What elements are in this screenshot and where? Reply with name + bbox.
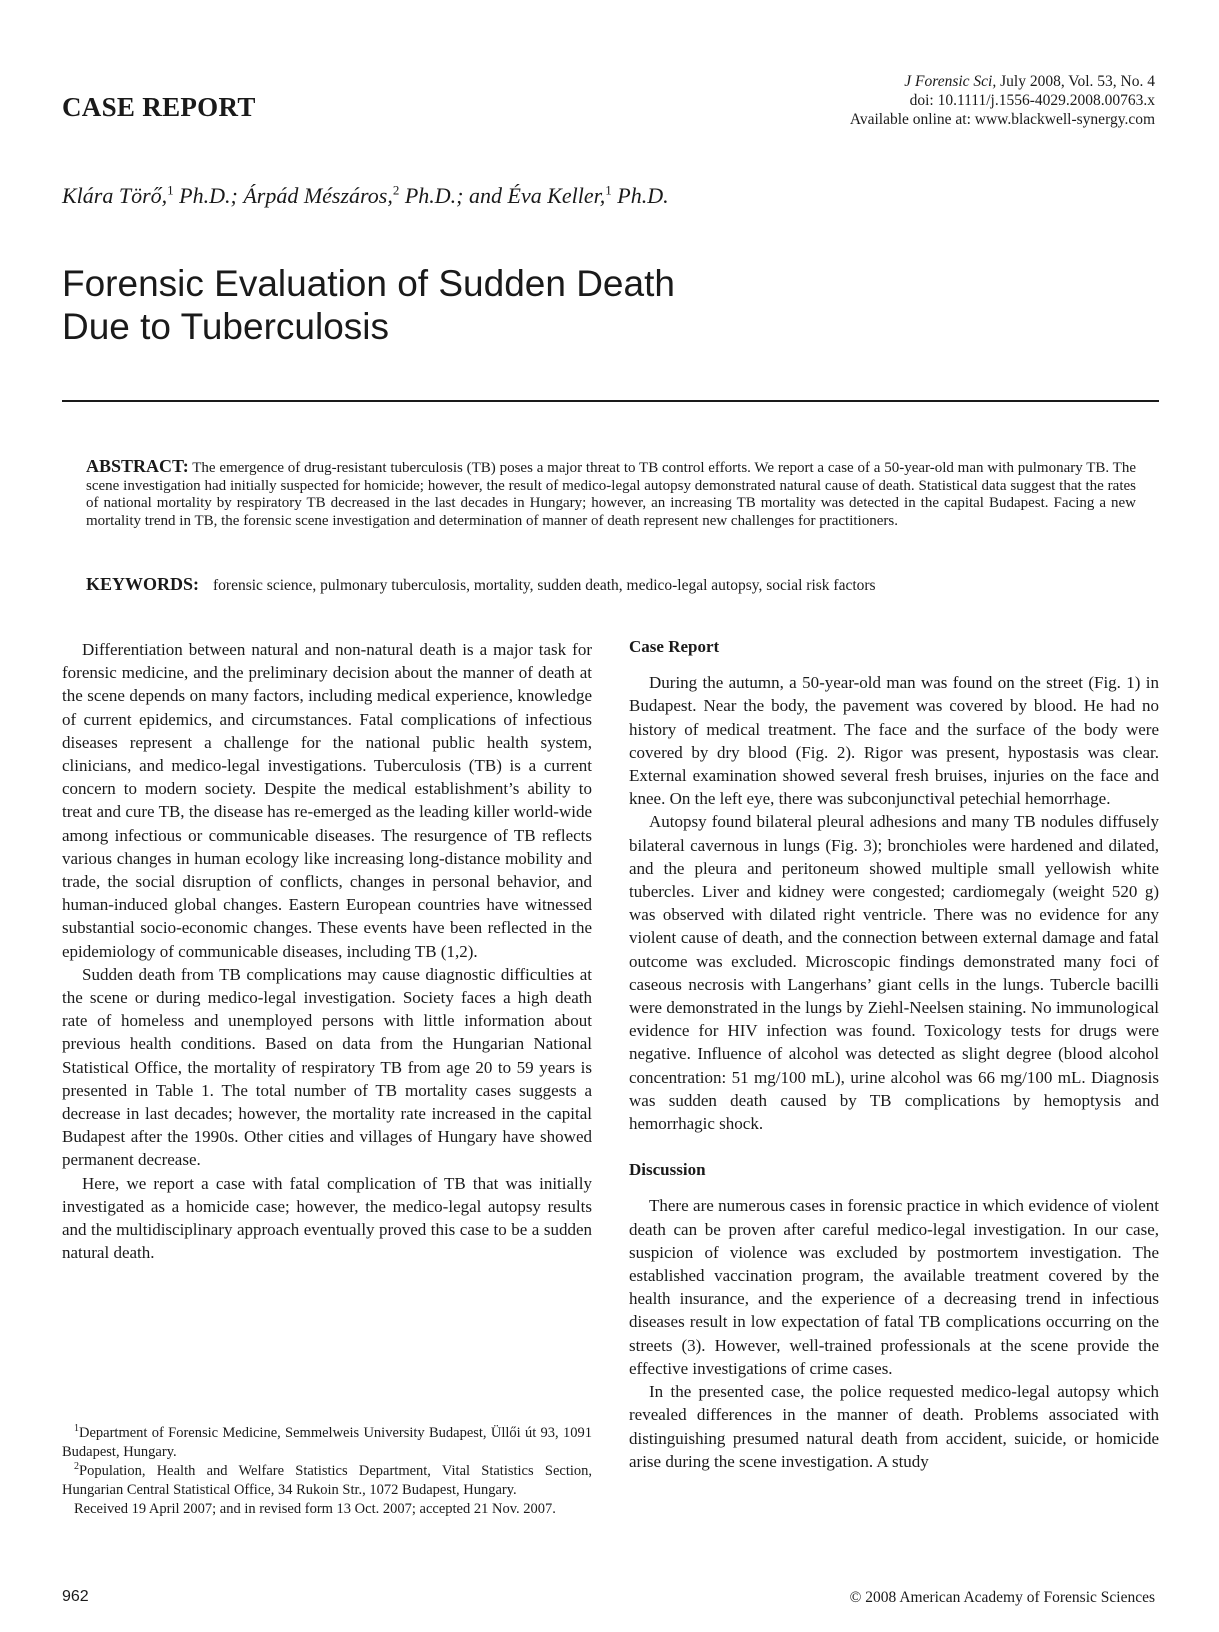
abstract [86,458,1136,530]
author-name: Árpád Mészáros, [243,183,393,208]
doi: doi: 10.1111/j.1556-4029.2008.00763.x [909,92,1155,109]
section-heading-case-report: Case Report [629,637,720,656]
footnote [62,1462,592,1500]
keywords [86,574,1136,595]
section-label: CASE REPORT [62,92,256,122]
body-paragraph: Differentiation between natural and non-natural death is a major task for forensic medicine, and the preliminary decision about the manner of death at the scene depends on many factors, including medical experience, knowledge of current epidemics, and circumstances. Fatal complications of infectious diseases represent a challenge for the national public health system, clinicians, and medico-legal investigations. Tuberculosis (TB) is a current concern to modern society. Despite the medical establishment’s ability to treat and cure TB, the disease has re-emerged as the leading killer world-wide among infectious or communicable diseases. The resurgence of TB reflects various changes in human ecology like increasing long-distance mobility and trade, the social disruption of conflicts, changes in personal behavior, and human-induced global changes. Eastern European countries have witnessed substantial socio-economic changes. These events have been reflected in the epidemiology of communicable diseases, including TB (1,2). [62,640,592,961]
page-number: 962 [62,1588,89,1605]
keywords-text: forensic science, pulmonary tuberculosis, mortality, sudden death, medico-legal autopsy, social risk factors [213,577,876,594]
abstract-label: ABSTRACT: [86,456,189,476]
body-paragraph: In the presented case, the police requested medico-legal autopsy which revealed differences in the manner of death. Problems associated with distinguishing presumed natural death from accident, suicide, or homicide arise during the scene investigation. A study [629,1382,1159,1471]
body-paragraph: Here, we report a case with fatal complication of TB that was initially investigated as a homicide case; however, the medico-legal autopsy results and the multidisciplinary approach eventually proved this case to be a sudden natural death. [62,1173,592,1263]
footnote-text: Department of Forensic Medicine, Semmelweis University Budapest, Üllői út 93, 1091 Budapest, Hungary. [62,1425,592,1460]
left-column [62,638,592,1264]
author-name: Klára Törő, [62,183,168,208]
section-heading-discussion: Discussion [629,1160,706,1180]
affiliation-marker: 1 [605,182,612,198]
right-column [629,635,1159,1473]
footnote-text: Population, Health and Welfare Statistics Department, Vital Statistics Section, Hungarian Central Statistical Office, 34 Rukoin Str., 1072 Budapest, Hungary. [62,1463,592,1498]
author-degree: Ph.D.; and [399,183,508,208]
footnote-marker: 1 [74,1423,79,1435]
journal-issue: July 2008, Vol. 53, No. 4 [996,73,1155,90]
body-paragraph: During the autumn, a 50-year-old man was found on the street (Fig. 1) in Budapest. Near the body, the pavement was covered by blood. He had no history of medical treatment. The face and the surface of the body were covered by dry blood (Fig. 2). Rigor was present, hypostasis was clear. External examination showed several fresh bruises, injuries on the face and knee. On the left eye, there was subconjunctival petechial hemorrhage. [629,673,1159,809]
author-degree: Ph.D. [611,183,669,208]
footnote-marker: 2 [74,1461,79,1473]
affiliation-marker: 2 [392,182,400,198]
journal-line [850,72,1155,91]
title-divider [62,400,1159,402]
body-paragraph: There are numerous cases in forensic practice in which evidence of violent death can be proven after careful medico-legal investigation. In our case, suspicion of violence was excluded by postmortem investigation. The established vaccination program, the available treatment covered by the health insurance, and the experience of a decreasing trend in infectious diseases result in low expectation of fatal TB complications occurring on the streets (3). However, well-trained professionals at the scene provide the effective investigations of crime cases. [629,1196,1159,1378]
journal-citation [850,72,1155,129]
body-paragraph: Sudden death from TB complications may cause diagnostic difficulties at the scene or during medico-legal investigation. Society faces a high death rate of homeless and unemployed persons with little information about previous health conditions. Based on data from the Hungarian National Statistical Office, the mortality of respiratory TB from age 20 to 59 years is presented in Table 1. The total number of TB mortality cases suggests a decrease in last decades; however, the mortality rate increased in the capital Budapest after the 1990s. Other cities and villages of Hungary have showed permanent decrease. [62,964,592,1170]
author-list [62,183,669,209]
affiliation-marker: 1 [167,182,174,198]
author-name: Éva Keller, [507,183,606,208]
copyright: © 2008 American Academy of Forensic Sciences [849,1589,1155,1606]
footnote [62,1424,592,1462]
keywords-label: KEYWORDS: [86,574,200,594]
body-paragraph: Autopsy found bilateral pleural adhesions and many TB nodules diffusely bilateral cavernous in lungs (Fig. 3); bronchioles were hardened and dilated, and the pleura and peritoneum showed multiple small yellowish white tubercles. Liver and kidney were congested; cardiomegaly (weight 520 g) was observed with dilated right ventricle. There was no evidence for any violent cause of death, and the connection between external damage and fatal outcome was excluded. Microscopic findings demonstrated many foci of caseous necrosis with Langerhans’ giant cells in the lungs. Tubercle bacilli were demonstrated in the lungs by Ziehl-Neelsen staining. No immunological evidence for HIV infection was found. Toxicology tests for drugs were negative. Influence of alcohol was detected as slight degree (blood alcohol concentration: 51 mg/100 mL), urine alcohol was 66 mg/100 mL. Diagnosis was sudden death caused by TB complications by hemoptysis and hemorrhagic shock. [629,812,1159,1134]
paper-title [62,262,675,348]
author-degree: Ph.D.; [173,183,244,208]
title-line: Due to Tuberculosis [62,306,390,347]
journal-name: J Forensic Sci, [904,73,997,90]
abstract-text: The emergence of drug-resistant tuberculosis (TB) poses a major threat to TB control efforts. We report a case of a 50-year-old man with pulmonary TB. The scene investigation had initially suspected for homicide; however, the result of medico-legal autopsy demonstrated natural cause of death. Statistical data suggest that the rates of national mortality by respiratory TB decreased in the last decades in Hungary; however, an increasing TB mortality was detected in the capital Budapest. Facing a new mortality trend in TB, the forensic scene investigation and determination of manner of death represent new challenges for practitioners. [86,460,1137,529]
online-availability: Available online at: www.blackwell-synergy.com [849,111,1155,128]
received-dates: Received 19 April 2007; and in revised form 13 Oct. 2007; accepted 21 Nov. 2007. [74,1501,556,1517]
footnotes [62,1424,592,1519]
title-line: Forensic Evaluation of Sudden Death [62,263,675,304]
